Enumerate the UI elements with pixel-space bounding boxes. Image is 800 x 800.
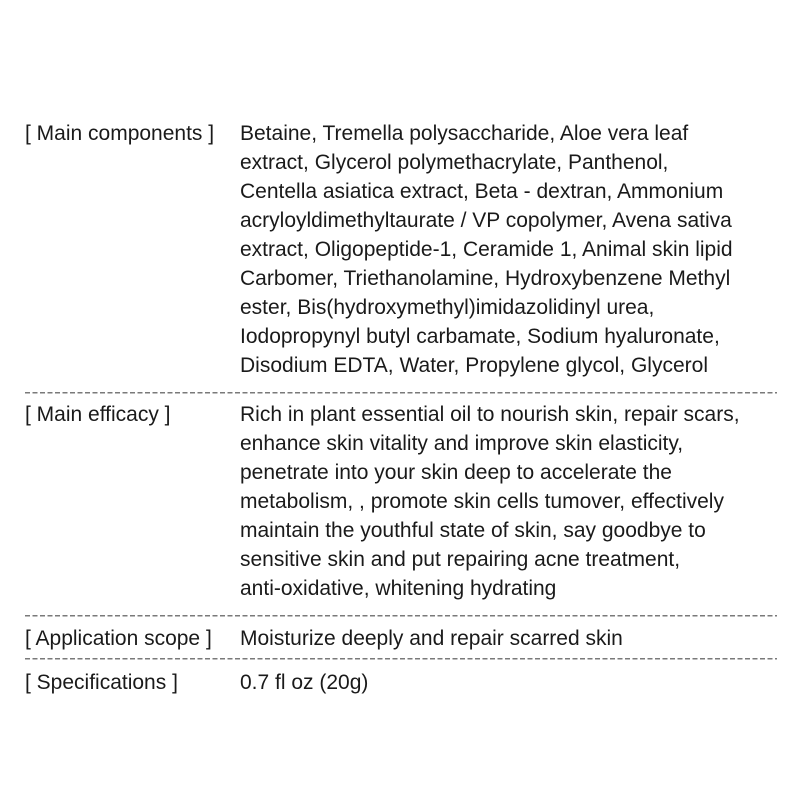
dashed-divider: [25, 658, 777, 660]
row-label-application-scope: [ Application scope ]: [25, 627, 212, 650]
row-label-main-components: [ Main components ]: [25, 122, 215, 145]
content-line: Rich in plant essential oil to nourish skin, repair scars,: [240, 403, 740, 426]
content-line: extract, Oligopeptide-1, Ceramide 1, Animal skin lipid: [240, 238, 733, 261]
content-line: Carbomer, Triethanolamine, Hydroxybenzene Methyl: [240, 267, 731, 290]
row-content-specifications: [240, 668, 777, 697]
row-label-main-efficacy: [ Main efficacy ]: [25, 403, 171, 426]
content-line: 0.7 fl oz (20g): [240, 671, 369, 694]
content-line: extract, Glycerol polymethacrylate, Panthenol,: [240, 151, 669, 174]
row-content-main-efficacy: [240, 400, 777, 603]
row-content-application-scope: [240, 624, 777, 653]
dashed-divider: [25, 615, 777, 617]
content-line: Disodium EDTA, Water, Propylene glycol, Glycerol: [240, 354, 708, 377]
spec-table: [25, 119, 777, 697]
content-line: Iodopropynyl butyl carbamate, Sodium hyaluronate,: [240, 325, 720, 348]
content-line: metabolism, , promote skin cells tumover, effectively: [240, 490, 724, 513]
row-application-scope: [25, 624, 777, 653]
content-line: sensitive skin and put repairing acne treatment,: [240, 548, 681, 571]
content-line: enhance skin vitality and improve skin elasticity,: [240, 432, 684, 455]
row-label-specifications: [ Specifications ]: [25, 671, 178, 694]
row-content-main-components: [240, 119, 777, 380]
content-line: Betaine, Tremella polysaccharide, Aloe vera leaf: [240, 122, 689, 145]
content-line: anti-oxidative, whitening hydrating: [240, 577, 557, 600]
content-line: ester, Bis(hydroxymethyl)imidazolidinyl urea,: [240, 296, 655, 319]
content-line: maintain the youthful state of skin, say goodbye to: [240, 519, 706, 542]
row-specifications: [25, 668, 777, 697]
row-main-components: [25, 119, 777, 380]
content-line: Moisturize deeply and repair scarred skin: [240, 627, 623, 650]
content-line: Centella asiatica extract, Beta - dextran, Ammonium: [240, 180, 724, 203]
content-line: penetrate into your skin deep to accelerate the: [240, 461, 672, 484]
dashed-divider: [25, 392, 777, 394]
content-line: acryloyldimethyltaurate / VP copolymer, Avena sativa: [240, 209, 732, 232]
row-main-efficacy: [25, 400, 777, 603]
